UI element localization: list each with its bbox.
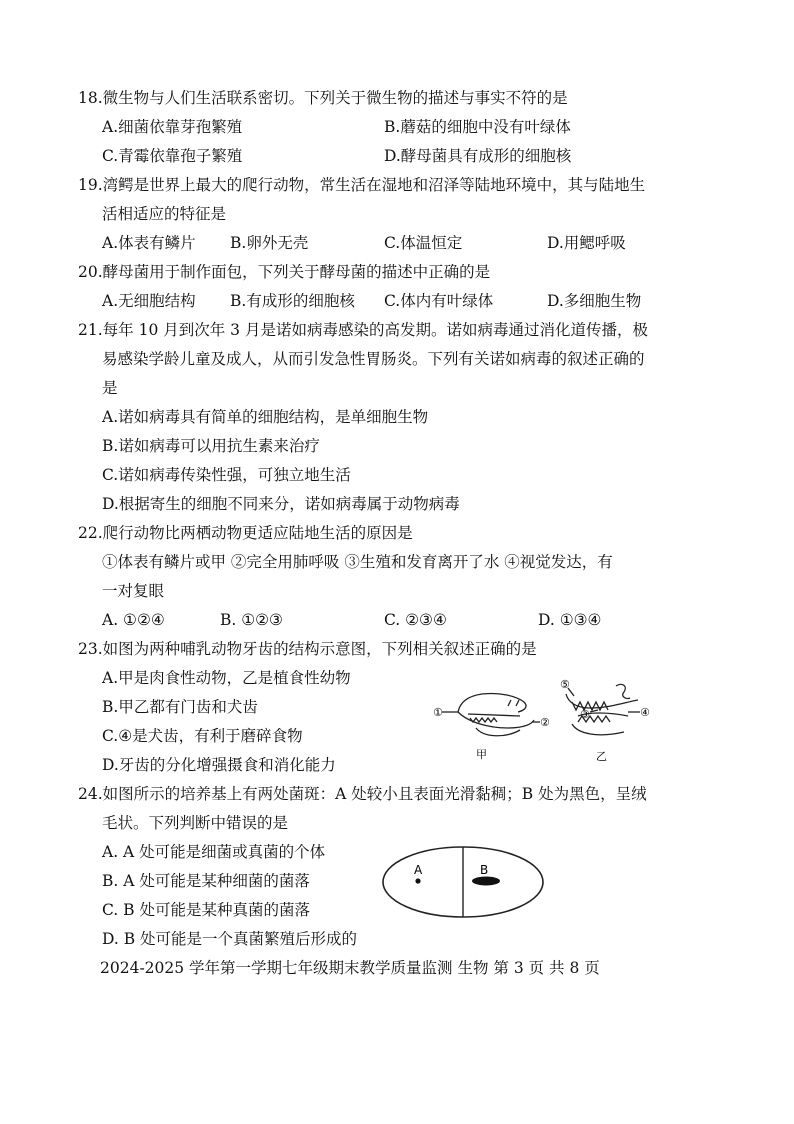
q24-option-a: A. A 处可能是细菌或真菌的个体 [102,843,326,861]
teeth-diagram [428,672,688,772]
q22-option-d: D. ①③④ [538,611,602,629]
q18-option-a: A.细菌依靠芽孢繁殖 [102,118,243,136]
q22-stem-line3: 一对复眼 [102,582,165,600]
q22-stem-line1: 22.爬行动物比两栖动物更适应陆地生活的原因是 [78,524,413,542]
q19-stem-line1: 19.湾鳄是世界上最大的爬行动物，常生活在湿地和沼泽等陆地环境中，其与陆地生 [78,176,646,194]
q18-option-c: C.青霉依靠孢子繁殖 [102,147,243,165]
page-footer: 2024-2025 学年第一学期七年级期末教学质量监测 生物 第 3 页 共 8 页 [100,959,600,977]
q19-option-a: A.体表有鳞片 [102,234,196,252]
q22-option-a: A. ①②④ [102,611,165,629]
q21-stem-line2: 易感染学龄儿童及成人，从而引发急性胃肠炎。下列有关诺如病毒的叙述正确的 [102,350,645,368]
q24-stem-line2: 毛状。下列判断中错误的是 [102,814,289,832]
q20-stem: 20.酵母菌用于制作面包，下列关于酵母菌的描述中正确的是 [78,263,491,281]
q23-option-b: B.甲乙都有门齿和犬齿 [102,698,258,716]
q19-option-b: B.卵外无壳 [230,234,309,252]
q18-option-b: B.蘑菇的细胞中没有叶绿体 [384,118,571,136]
colony-a [415,878,420,883]
colony-label-b: B [480,863,489,877]
q22-option-b: B. ①②③ [220,611,283,629]
colony-b [472,877,500,886]
q19-option-d: D.用鳃呼吸 [547,234,626,252]
q23-option-a: A.甲是肉食性动物，乙是植食性幼物 [102,669,351,687]
jaw-yi [566,684,640,734]
q20-option-a: A.无细胞结构 [102,292,196,310]
q18-stem: 18.微生物与人们生活联系密切。下列关于微生物的描述与事实不符的是 [78,89,568,107]
q21-option-b: B.诺如病毒可以用抗生素来治疗 [102,437,320,455]
q19-option-c: C.体温恒定 [384,234,463,252]
colony-label-a: A [414,863,423,877]
q22-stem-line2: ①体表有鳞片或甲 ②完全用肺呼吸 ③生殖和发育离开了水 ④视觉发达，有 [102,553,613,571]
teeth-label-4: ④ [640,706,650,719]
q20-option-c: C.体内有叶绿体 [384,292,494,310]
teeth-label-3: ③ [580,708,590,721]
q20-option-d: D.多细胞生物 [547,292,642,310]
teeth-caption-jia: 甲 [476,748,487,761]
jaw-jia [442,693,540,735]
q24-option-b: B. A 处可能是某种细菌的菌落 [102,872,310,890]
q20-option-b: B.有成形的细胞核 [230,292,355,310]
q24-option-d: D. B 处可能是一个真菌繁殖后形成的 [102,930,358,948]
q21-option-a: A.诺如病毒具有简单的细胞结构，是单细胞生物 [102,408,429,426]
q24-option-c: C. B 处可能是某种真菌的菌落 [102,901,310,919]
q21-option-c: C.诺如病毒传染性强，可独立地生活 [102,466,351,484]
q23-option-d: D.牙齿的分化增强摄食和消化能力 [102,756,336,774]
q19-stem-line2: 活相适应的特征是 [102,205,227,223]
q22-option-c: C. ②③④ [384,611,447,629]
q21-option-d: D.根据寄生的细胞不同来分，诺如病毒属于动物病毒 [102,495,460,513]
q23-stem: 23.如图为两种哺乳动物牙齿的结构示意图，下列相关叙述正确的是 [78,640,537,658]
petri-dish-diagram [380,844,546,920]
q23-option-c: C.④是犬齿，有利于磨碎食物 [102,727,303,745]
teeth-label-1: ① [433,706,443,719]
teeth-caption-yi: 乙 [596,750,607,763]
q18-option-d: D.酵母菌具有成形的细胞核 [384,147,572,165]
q21-stem-line3: 是 [102,379,118,397]
teeth-label-5: ⑤ [560,678,570,691]
q24-stem-line1: 24.如图所示的培养基上有两处菌斑：A 处较小且表面光滑黏稠；B 处为黑色，呈绒 [78,785,647,803]
q21-stem-line1: 21.每年 10 月到次年 3 月是诺如病毒感染的高发期。诺如病毒通过消化道传播，极 [78,321,648,339]
teeth-label-2: ② [540,716,550,729]
